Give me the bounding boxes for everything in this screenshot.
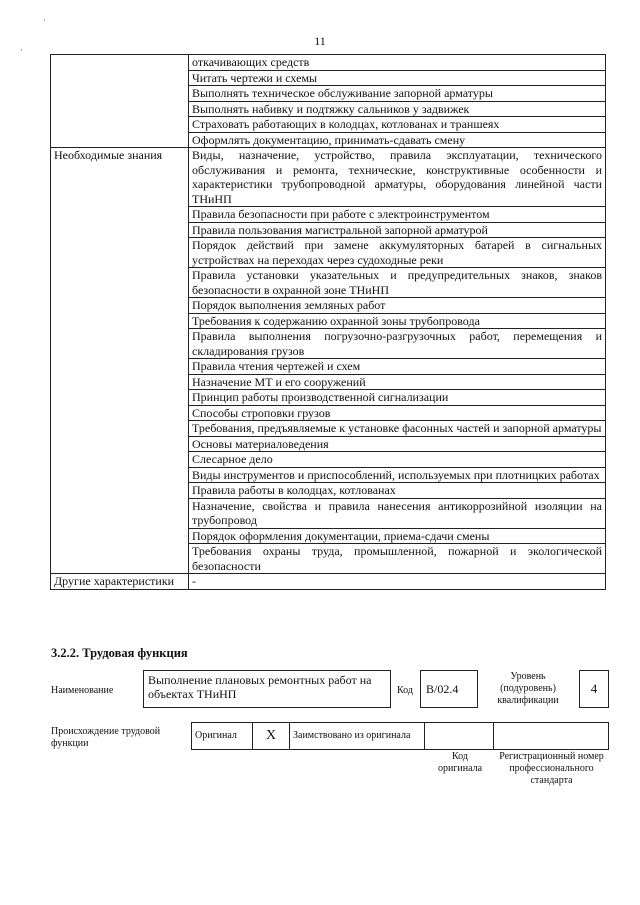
- requirements-table: [50, 54, 606, 590]
- table-cell: Правила безопасности при работе с электроинструментом: [189, 207, 606, 223]
- table-cell: Требования к содержанию охранной зоны трубопровода: [189, 313, 606, 329]
- table-cell: Порядок действий при замене аккумуляторных батарей в сигнальных устройствах на переходах через судоходные реки: [189, 238, 606, 268]
- table-row: [51, 55, 606, 71]
- table-cell: Оформлять документацию, принимать-сдавать смену: [189, 132, 606, 148]
- row-label: Другие характеристики: [51, 574, 189, 590]
- row-label: Необходимые знания: [51, 148, 189, 574]
- qualification-level-box: 4: [579, 670, 609, 708]
- table-cell: Слесарное дело: [189, 452, 606, 468]
- table-cell: Выполнять набивку и подтяжку сальников у задвижек: [189, 101, 606, 117]
- table-cell: Правила работы в колодцах, котлованах: [189, 483, 606, 499]
- scan-speck: ·: [20, 45, 23, 55]
- qualification-level-label: Уровень (подуровень) квалификации: [497, 671, 559, 706]
- table-cell: Правила пользования магистральной запорной арматурой: [189, 222, 606, 238]
- table-cell: откачивающих средств: [189, 55, 606, 71]
- table-row: [51, 148, 606, 207]
- table-cell: Порядок выполнения земляных работ: [189, 298, 606, 314]
- table-cell: Требования, предъявляемые к установке фасонных частей и запорной арматуры: [189, 421, 606, 437]
- table-cell: Виды, назначение, устройство, правила эксплуатации, технического обслуживания и ремонта, технические, конструктивные особенности и характеристики трубопроводной арматуры, оборудования линейной части ТНиНП: [189, 148, 606, 207]
- original-mark: X: [253, 723, 290, 750]
- section-title: 3.2.2. Трудовая функция: [51, 646, 188, 660]
- table-cell: Страховать работающих в колодцах, котлованах и траншеях: [189, 117, 606, 133]
- code-label: Код: [397, 685, 413, 696]
- origin-table: [191, 722, 609, 750]
- table-cell: Основы материаловедения: [189, 436, 606, 452]
- borrowed-cell: Заимствовано из оригинала: [290, 723, 425, 750]
- table-cell: Порядок оформления документации, приема-сдачи смены: [189, 528, 606, 544]
- page-number: 11: [314, 34, 326, 48]
- origin-code-cell: [425, 723, 494, 750]
- scan-speck: ·: [43, 15, 46, 25]
- table-cell: Назначение МТ и его сооружений: [189, 374, 606, 390]
- function-code-box: В/02.4: [420, 670, 478, 708]
- table-cell: Назначение, свойства и правила нанесения антикоррозийной изоляции на трубопровод: [189, 498, 606, 528]
- table-cell: Правила выполнения погрузочно-разгрузочных работ, перемещения и складирования грузов: [189, 329, 606, 359]
- table-row: [51, 574, 606, 590]
- table-cell: -: [189, 574, 606, 590]
- table-cell: Выполнять техническое обслуживание запорной арматуры: [189, 86, 606, 102]
- name-label: Наименование: [51, 685, 114, 696]
- original-cell: Оригинал: [192, 723, 253, 750]
- table-cell: Требования охраны труда, промышленной, пожарной и экологической безопасности: [189, 544, 606, 574]
- row-label: [51, 55, 189, 148]
- reg-number-caption: Регистрационный номер профессионального стандарта: [499, 751, 604, 786]
- reg-number-cell: [494, 723, 609, 750]
- origin-code-caption: Код оригинала: [437, 751, 483, 774]
- table-cell: Правила чтения чертежей и схем: [189, 359, 606, 375]
- origin-label: Происхождение трудовой функции: [51, 726, 161, 749]
- table-cell: Принцип работы производственной сигнализации: [189, 390, 606, 406]
- table-cell: Правила установки указательных и предупредительных знаков, знаков безопасности в охранной зоне ТНиНП: [189, 268, 606, 298]
- table-cell: Читать чертежи и схемы: [189, 70, 606, 86]
- function-name-box: Выполнение плановых ремонтных работ на объектах ТНиНП: [143, 670, 391, 708]
- table-cell: Виды инструментов и приспособлений, используемых при плотницких работах: [189, 467, 606, 483]
- table-cell: Способы строповки грузов: [189, 405, 606, 421]
